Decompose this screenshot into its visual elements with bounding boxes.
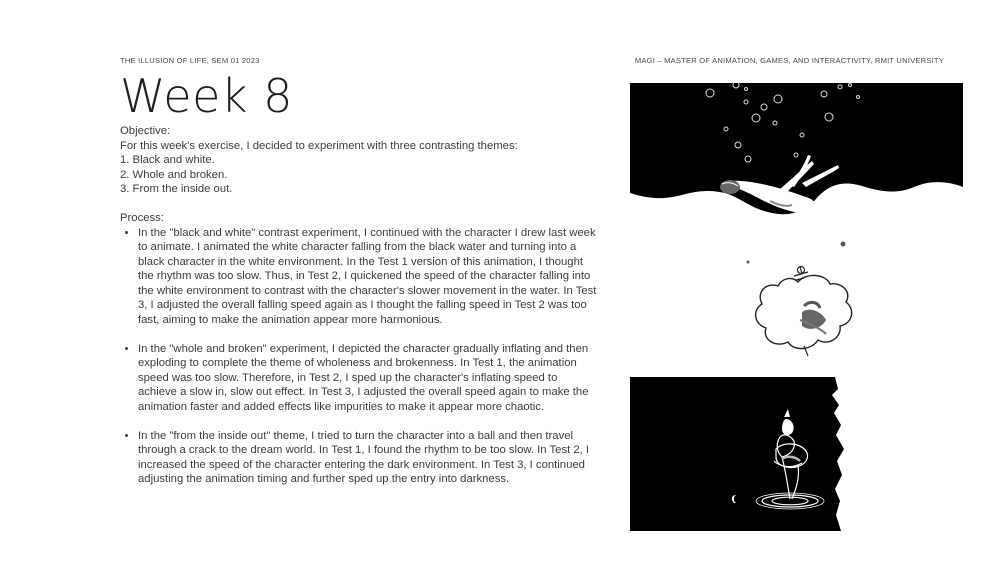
section-spacer xyxy=(120,197,598,212)
process-bullet-whole-broken: • In the "whole and broken" experiment, I depicted the character gradually inflating and then exploding to complete the theme of wholeness and brokenness. In Test 1, the animation speed was too slow. Therefore, in Test 2, I sped up the character's inflating speed to achieve a slow in, slow out effect. In Test 3, I adjusted the overall speed again to make the animation faster and added effects like impurities to make it appear more chaotic. xyxy=(138,342,598,415)
objective-label: Objective: xyxy=(120,125,171,137)
illustration-whole-broken xyxy=(630,240,963,360)
objective-item-2: 2. Whole and broken. xyxy=(120,168,228,181)
header-program-title: MAGI – MASTER OF ANIMATION, GAMES, AND INTERACTIVITY, RMIT UNIVERSITY xyxy=(634,56,944,65)
objective-intro: For this week's exercise, I decided to experiment with three contrasting themes: xyxy=(120,139,518,152)
inside-out-frame-image xyxy=(630,377,963,531)
whole-broken-frame-image xyxy=(630,240,963,360)
objective-item-1: 1. Black and white. xyxy=(120,154,215,166)
body-content xyxy=(120,124,598,487)
process-list xyxy=(120,226,598,487)
process-bullet-black-white: • In the "black and white" contrast experiment, I continued with the character I drew last week to animate. I animated the white character falling from the black water and turning into a black character in the white environment. In the Test 1 version of this animation, I thought the rhythm was too slow. Thus, in Test 2, I quickened the speed of the character falling into the white environment to contrast with the character's slower movement in the water. In Test 3, I adjusted the overall falling speed again as I thought the falling speed in Test 2 was too fast, aiming to make the animation appear more harmonious. xyxy=(138,226,598,328)
illustration-black-white xyxy=(630,83,963,218)
illustration-inside-out xyxy=(630,377,963,531)
page-title: Week 8 xyxy=(120,69,293,123)
process-bullet-inside-out: • In the "from the inside out" theme, I tried to turn the character into a ball and then travel through a crack to the dream world. In Test 1, I found the rhythm to be too slow. In Test 2, I increased the speed of the character entering the dark environment. In Test 3, I continued adjusting the animation timing and further sped up the entry into darkness. xyxy=(138,429,598,487)
objective-item-3: 3. From the inside out. xyxy=(120,183,233,195)
black-white-frame-image xyxy=(630,83,963,218)
header-course-title: THE ILLUSION OF LIFE, SEM 01 2023 xyxy=(120,56,260,65)
process-label: Process: xyxy=(120,212,164,224)
